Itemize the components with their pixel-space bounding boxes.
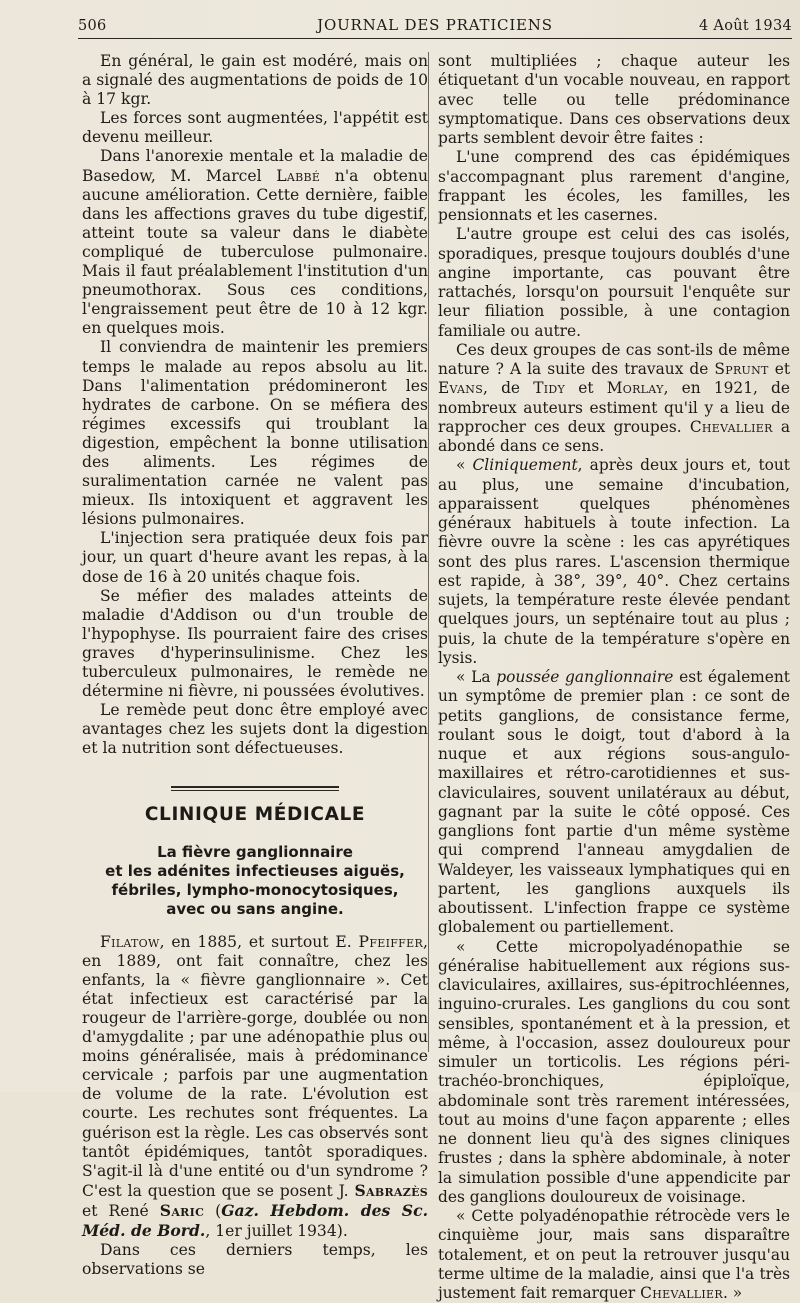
paragraph <box>438 341 790 457</box>
page-number: 506 <box>78 18 107 34</box>
paragraph: En général, le gain est modéré, mais on a signalé des augmentations de poids de 10 à 17 kgr. <box>82 52 428 109</box>
text-run: Dans l'anorexie mentale et la maladie de Basedow, M. Marcel <box>82 147 428 185</box>
text-run: ( <box>204 1201 222 1220</box>
text-run: « La <box>456 668 497 686</box>
paragraph: Les forces sont augmentées, l'appétit est devenu meilleur. <box>82 109 428 147</box>
paragraph <box>82 933 428 1242</box>
article-title-line: La fièvre ganglionnaire <box>157 842 353 861</box>
paragraph <box>438 1207 790 1303</box>
paragraph: L'injection sera pratiquée deux fois par jour, un quart d'heure avant les repas, à la dose de 16 à 20 unités chaque fois. <box>82 529 428 586</box>
author-name: Pfeiffer <box>358 932 424 951</box>
section-rule <box>171 786 339 788</box>
text-run: est également un symptôme de premier plan : ce sont de petits ganglions, de consistance ferme, roulant sous le doigt, tout d'abord à la nuque et aux régions sous-angulo-maxillaires et rétro-carotidiennes et sus-claviculaires, souvent unilatéraux au début, gagnant par la suite le côté opposé. Ces ganglions font partie d'un même système qui comprend l'anneau amygdalien de Waldeyer, les vaisseaux lymphatiques qui en partent, les ganglions auxquels ils aboutissent. L'infection frappe ce système globalement ou partiellement. <box>438 668 790 937</box>
text-run: , de <box>483 379 534 398</box>
paragraph: Le remède peut donc être employé avec avantages chez les sujets dont la digestion et la nutrition sont défectueuses. <box>82 701 428 758</box>
article-title-line: fébriles, lympho-monocytosiques, <box>111 880 399 899</box>
journal-title: JOURNAL DES PRATICIENS <box>317 16 553 34</box>
article-title <box>82 843 428 919</box>
text-run: et René <box>82 1201 160 1220</box>
paragraph <box>438 456 790 668</box>
issue-date: 4 Août 1934 <box>698 18 792 34</box>
text-run: Ces deux groupes de cas sont-ils de même nature ? A la suite des travaux de <box>438 340 790 378</box>
author-name: Saric <box>159 1200 205 1220</box>
author-name: Chevallier <box>640 1284 723 1302</box>
paragraph: Il conviendra de maintenir les premiers temps le malade au repos absolu au lit. Dans l'alimentation prédomineront les hydrates de carbone. On se méfiera des régimes excessifs qui troublant la digestion, empêchent la bonne utilisation des aliments. Les régimes de suralimentation carnée ne valent pas mieux. Ils intoxiquent et aggravent les lésions pulmonaires. <box>82 338 428 529</box>
author-name: Sprunt <box>714 360 769 378</box>
text-run: « Cette polyadénopathie rétrocède vers le cinquième jour, mais sans disparaître totalement, et on peut la retrouver jusqu'au terme ultime de la maladie, ainsi que l'a très justement fait remarquer <box>438 1207 790 1302</box>
text-run: , après deux jours et, tout au plus, une semaine d'incubation, apparaissent quelques phénomènes généraux habituels à toute infection. La fièvre ouvre la scène : les cas apyrétiques sont des plus rares. L'ascension thermique est rapide, à 38°, 39°, 40°. Chez certains sujets, la température reste élevée pendant quelques jours, un septénaire tout au plus ; puis, la chute de la température s'opère en lysis. <box>438 456 790 667</box>
text-run: « <box>456 456 473 475</box>
paragraph <box>438 668 790 938</box>
text-run: , en 1885, et surtout E. <box>159 932 359 951</box>
paragraph: L'autre groupe est celui des cas isolés, sporadiques, presque toujours doublés d'une angine importante, cas pouvant être rattachés, lorsqu'on poursuit l'enquête sur leur filiation possible, à une contagion familiale ou autre. <box>438 225 790 340</box>
article-title-line: avec ou sans angine. <box>166 899 344 918</box>
author-name: Chevallier <box>689 417 773 436</box>
emphasis: Cliniquement <box>472 456 578 475</box>
author-name: Filatow <box>100 932 160 951</box>
paragraph: L'une comprend des cas épidémiques s'accompagnant plus rarement d'angine, frappant les écoles, les familles, les pensionnats et les casernes. <box>438 148 790 224</box>
journal-reference: Gaz. Hebdom. des Sc. Méd. de Bord. <box>82 1200 428 1240</box>
header-rule <box>78 38 792 39</box>
right-column <box>438 52 790 1303</box>
paragraph: « Cette micropolyadénopathie se généralise habituellement aux régions sus-claviculaires, axillaires, sus-épitrochléennes, inguino-crurales. Les ganglions du cou sont sensibles, spontanément et à la pression, et même, à l'occasion, assez douloureux pour simuler un torticolis. Les régions péri-trachéo-bronchiques, épiploïque, abdominale sont très rarement intéressées, tout au moins d'une façon apparente ; elles ne donnent lieu qu'à des signes cliniques frustes ; dans la sphère abdominale, à noter la simulation possible d'une appendicite par des ganglions douloureux de voisinage. <box>438 937 790 1206</box>
text-run: a abondé dans ce sens. <box>438 417 790 455</box>
author-name: Labbé <box>276 166 321 185</box>
paragraph <box>82 147 428 338</box>
left-column <box>82 52 428 1279</box>
paragraph: Se méfier des malades atteints de maladie d'Addison ou d'un trouble de l'hypophyse. Ils pourraient faire des crises graves d'hyperinsulinisme. Chez les tuberculeux pulmonaires, le remède ne détermine ni fièvre, ni poussées évolutives. <box>82 586 428 701</box>
author-name: Sabrazès <box>354 1180 428 1200</box>
paragraph: Dans ces derniers temps, les observations se <box>82 1241 428 1279</box>
text-run: et <box>565 379 607 398</box>
section-title: CLINIQUE MÉDICALE <box>144 804 366 826</box>
text-run: n'a obtenu aucune amélioration. Cette dernière, faible dans les affections graves du tube digestif, atteint toute sa valeur dans le diabète compliqué de tuberculose pulmonaire. Mais il faut préalablement l'institution d'un pneumothorax. Sous ces conditions, l'engraissement peut être de 10 à 12 kgr. en quelques mois. <box>82 166 428 338</box>
text-run: , 1er juillet 1934). <box>205 1221 348 1240</box>
column-divider <box>428 52 429 1052</box>
article-title-line: et les adénites infectieuses aiguës, <box>105 861 405 880</box>
author-name: Evans <box>438 379 484 398</box>
text-run: , en 1921, de nombreux auteurs estiment qu'il y a lieu de rapprocher ces deux groupes. <box>438 379 791 436</box>
paragraph: sont multipliées ; chaque auteur les étiquetant d'un vocable nouveau, en rapport avec telle ou telle prédominance symptomatique. Dans ces observations deux parts semblent devoir être faites : <box>438 52 790 147</box>
author-name: Morlay <box>606 379 664 398</box>
text-run: . » <box>722 1284 743 1302</box>
text-run: , en 1889, ont fait connaître, chez les enfants, la « fièvre ganglionnaire ». Cet état infectieux est caractérisé par la rougeur de l'arrière-gorge, doublée ou non d'amygdalite ; par une adénopathie plus ou moins généralisée, mais à prédominance cervicale ; parfois par une augmentation de volume de la rate. L'évolution est courte. Les rechutes sont fréquentes. La guérison est la règle. Les cas observés sont tantôt épidémiques, tantôt sporadiques. S'agit-il là d'une entité ou d'un syndrome ? C'est la question que se posent J. <box>82 932 428 1200</box>
text-run: et <box>768 360 790 378</box>
author-name: Tidy <box>533 379 566 398</box>
running-head <box>78 14 792 40</box>
section-rule-thin <box>171 790 339 791</box>
emphasis: poussée ganglionnaire <box>496 668 674 686</box>
